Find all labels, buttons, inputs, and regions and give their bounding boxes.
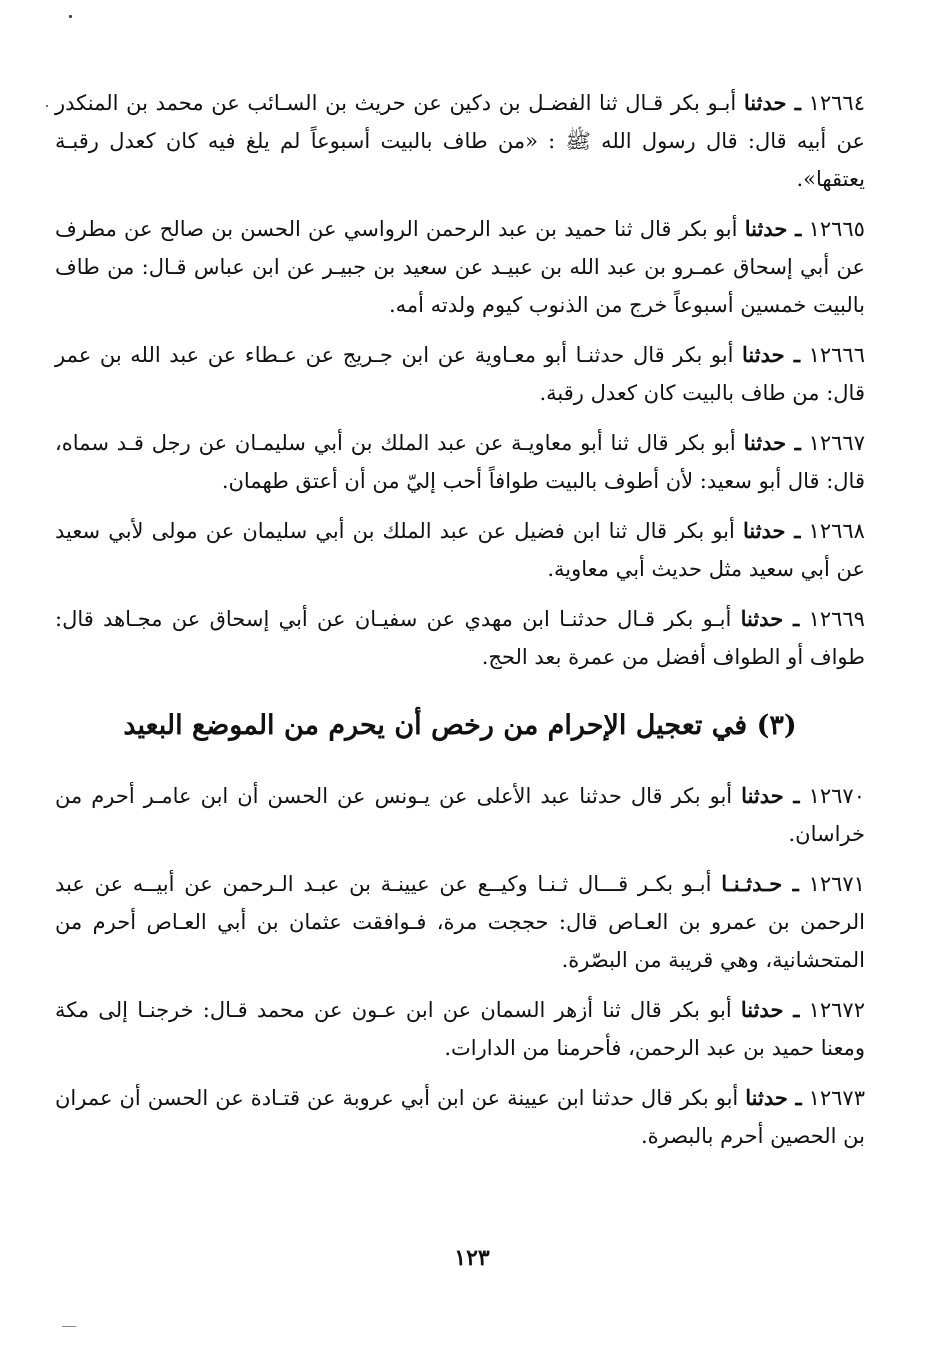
scan-speck	[69, 15, 72, 18]
hadith-number: ١٢٦٦٥	[808, 217, 865, 241]
hadith-lead-word: ـ حدثنا	[741, 783, 800, 808]
hadith-text: أبـو بكـر قـــال ثـنـا وكيــع عن عيينـة بن عبـد الـرحمن عن أبيــه عن عبد الرحمن بن عمرو بن العـاص قال: حججت مرة، فـوافقت عثمان بن أبي العـاص أحرم من المتحشانية، وهي قريبة من البصّرة.	[55, 872, 865, 972]
hadith-text: أبو بكر قال حدثنا ابن عيينة عن ابن أبي عروبة عن قتـادة عن الحسن أن عمران بن الحصين أحرم بالبصرة.	[55, 1086, 865, 1148]
hadith-paragraph	[55, 336, 865, 412]
hadith-paragraph	[55, 600, 865, 676]
hadith-paragraph	[55, 777, 865, 853]
hadith-lead-word: ـ حدثنا	[745, 1085, 802, 1110]
hadith-number: ١٢٦٦٦	[808, 343, 865, 367]
hadith-number: ١٢٦٧٢	[808, 998, 865, 1022]
hadith-lead-word: ـ حدثنا	[743, 430, 801, 455]
hadith-lead-word: ـ حدثنا	[743, 90, 801, 115]
hadith-lead-word: ـ حدثنا	[742, 342, 800, 367]
paragraph-group-bottom	[55, 777, 865, 1155]
hadith-lead-word: ـ حدثنا	[744, 216, 802, 241]
page-number: ١٢٣	[454, 1245, 490, 1271]
page-body	[55, 84, 865, 1167]
hadith-number: ١٢٦٦٤	[808, 91, 865, 115]
hadith-lead-word: ـ حدثنا	[740, 606, 800, 631]
hadith-text: أبو بكر قال حدثنـا أبو معـاوية عن ابن جـريج عن عـطاء عن عبد الله بن عمر قال: من طاف بالبيت كان كعدل رقبة.	[55, 343, 865, 405]
section-heading: (٣) في تعجيل الإحرام من رخص أن يحرم من الموضع البعيد	[123, 710, 797, 741]
hadith-lead-word: ـ حـدثـنـا	[721, 871, 799, 896]
hadith-number: ١٢٦٦٩	[808, 607, 865, 631]
hadith-paragraph	[55, 1079, 865, 1155]
hadith-text: أبـو بكر قـال ثنا الفضـل بن دكين عن حريث بن السـائب عن محمد بن المنكدر عن أبيه قال: قال رسول الله ﷺ : «من طاف بالبيت أسبوعاً لم يلغ فيه كان كعدل رقبـة يعتقها».	[55, 91, 865, 191]
hadith-text: أبـو بكر قـال حدثنـا ابن مهدي عن سفيـان عن أبي إسحاق عن مجـاهد قال: طواف أو الطواف أفضل من عمرة بعد الحج.	[55, 607, 865, 669]
scan-speck	[46, 105, 48, 107]
hadith-text: أبو بكر قال ثنا حميد بن عبد الرحمن الرواسي عن الحسن بن صالح عن مطرف عن أبي إسحاق عمـرو بن عبد الله بن عبيـد عن سعيد بن جبيـر عن ابن عباس قـال: من طاف بالبيت خمسين أسبوعاً خرج من الذنوب كيوم ولدته أمه.	[55, 217, 865, 317]
hadith-text: أبو بكر قال حدثنا عبد الأعلى عن يـونس عن الحسن أن ابن عامـر أحرم من خراسان.	[55, 784, 865, 846]
hadith-number: ١٢٦٧١	[808, 872, 865, 896]
hadith-paragraph	[55, 84, 865, 198]
paragraph-group-top	[55, 84, 865, 676]
hadith-paragraph	[55, 991, 865, 1067]
hadith-number: ١٢٦٦٧	[808, 431, 865, 455]
hadith-lead-word: ـ حدثنا	[742, 518, 801, 543]
hadith-text: أبو بكر قال ثنا ابن فضيل عن عبد الملك بن أبي سليمان عن مولى لأبي سعيد عن أبي سعيد مثل حديث أبي معاوية.	[55, 519, 865, 581]
hadith-number: ١٢٦٧٣	[808, 1086, 865, 1110]
hadith-paragraph	[55, 865, 865, 979]
hadith-paragraph	[55, 512, 865, 588]
hadith-paragraph	[55, 210, 865, 324]
hadith-number: ١٢٦٦٨	[808, 519, 865, 543]
hadith-paragraph	[55, 424, 865, 500]
hadith-text: أبو بكر قال ثنا أزهر السمان عن ابن عـون عن محمد قـال: خرجنـا إلى مكة ومعنا حميد بن عبد الرحمن، فأحرمنا من الدارات.	[55, 998, 865, 1060]
hadith-number: ١٢٦٧٠	[808, 784, 865, 808]
hadith-text: أبو بكر قال ثنا أبو معاويـة عن عبد الملك بن أبي سليمـان عن رجل قـد سماه، قال: قال أبو سعيد: لأن أطوف بالبيت طوافاً أحب إليّ من أن أعتق طهمان.	[55, 431, 865, 493]
hadith-lead-word: ـ حدثنا	[740, 997, 800, 1022]
scan-speck	[62, 1326, 76, 1327]
